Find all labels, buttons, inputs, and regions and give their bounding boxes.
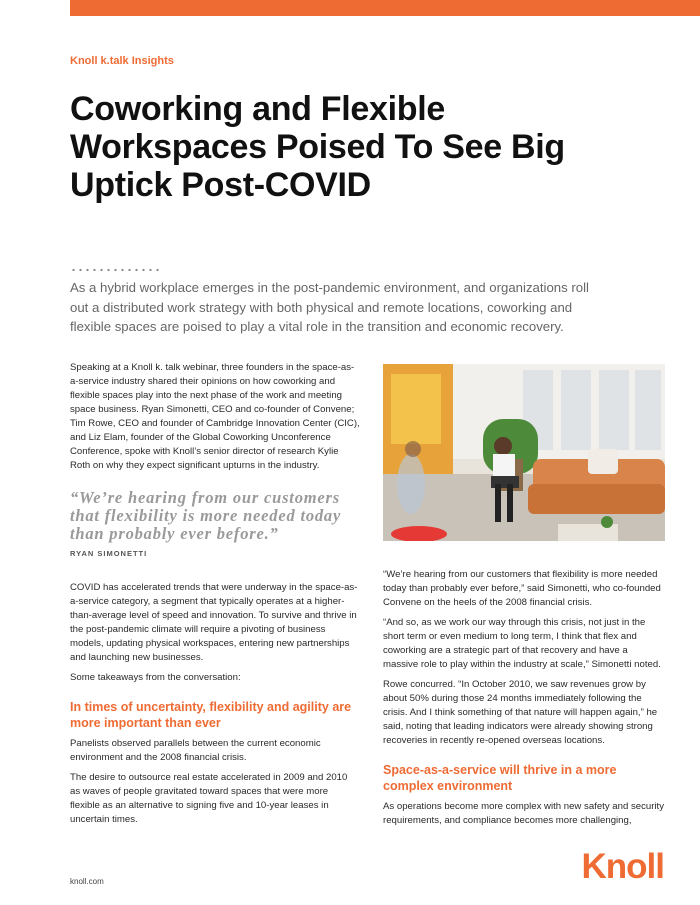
body-paragraph: The desire to outsource real estate accelerated in 2009 and 2010 as waves of people gravitated toward spaces that were more flexible as an alternative to signing five and 10-year leases in uncertain times. xyxy=(70,772,348,825)
top-accent-bar xyxy=(70,0,700,16)
footer-url: knoll.com xyxy=(70,877,104,886)
intro-paragraph: As a hybrid workplace emerges in the post-pandemic environment, and organizations roll out a distributed work strategy with both physical and remote locations, coworking and flexible spaces are poised to play a vital role in the transition and economic recovery. xyxy=(70,280,589,334)
quote-attribution: RYAN SIMONETTI xyxy=(70,549,148,558)
right-column xyxy=(383,568,665,834)
body-paragraph: Some takeaways from the conversation: xyxy=(70,672,241,683)
body-paragraph: “And so, as we work our way through this crisis, not just in the short term or even medium to long term, I think that flex and coworking are a strategic part of that recovery and have a massive role to play within the industry at scale,” Simonetti noted. xyxy=(383,617,661,670)
knoll-logo: Knoll xyxy=(581,847,664,886)
body-paragraph: Speaking at a Knoll k. talk webinar, three founders in the space-as-a-service industry shared their opinions on how coworking and flexible spaces play into the next phase of the work and meeting space business. Ryan Simonetti, CEO and co-founder of Convene; Tim Rowe, CEO and founder of Cambridge Innovation Center (CIC), and Liz Elam, founder of the Global Coworking Unconference Conference, spoke with Knoll’s senior director of research Kylie Roth on why they expect significant upturns in the industry. xyxy=(70,362,360,471)
body-paragraph: Rowe concurred. “In October 2010, we saw revenues grow by about 50% during those 24 months immediately following the crisis. And I think something of that nature will happen again,” he said, noting that leading indicators were already showing strong recoveries in recently re-opened overseas locations. xyxy=(383,679,658,746)
left-column xyxy=(70,361,360,833)
section-heading: In times of uncertainty, flexibility and agility are more important than ever xyxy=(70,700,352,730)
body-paragraph: Panelists observed parallels between the current economic environment and the 2008 financial crisis. xyxy=(70,738,321,763)
dotted-divider xyxy=(70,268,160,272)
office-photo xyxy=(383,364,665,541)
page-title: Coworking and Flexible Workspaces Poised To See Big Uptick Post-COVID xyxy=(70,90,565,204)
section-heading: Space-as-a-service will thrive in a more complex environment xyxy=(383,763,617,793)
pull-quote: “We’re hearing from our customers that flexibility is more needed today than probably ever before.” xyxy=(70,488,342,543)
body-paragraph: “We’re hearing from our customers that flexibility is more needed today than probably ever before,” said Simonetti, who co-founded Convene on the heels of the 2008 financial crisis. xyxy=(383,569,661,608)
body-paragraph: COVID has accelerated trends that were underway in the space-as-a-service category, a segment that typically operates at a higher-than-average level of speed and innovation. To survive and thrive in the post-pandemic climate will require a pivoting of business models, updating physical workspaces, entering new partnerships and launching new businesses. xyxy=(70,582,358,663)
body-paragraph: As operations become more complex with new safety and security requirements, and compliance becomes more challenging, xyxy=(383,801,665,826)
eyebrow-label: Knoll k.talk Insights xyxy=(70,55,174,67)
